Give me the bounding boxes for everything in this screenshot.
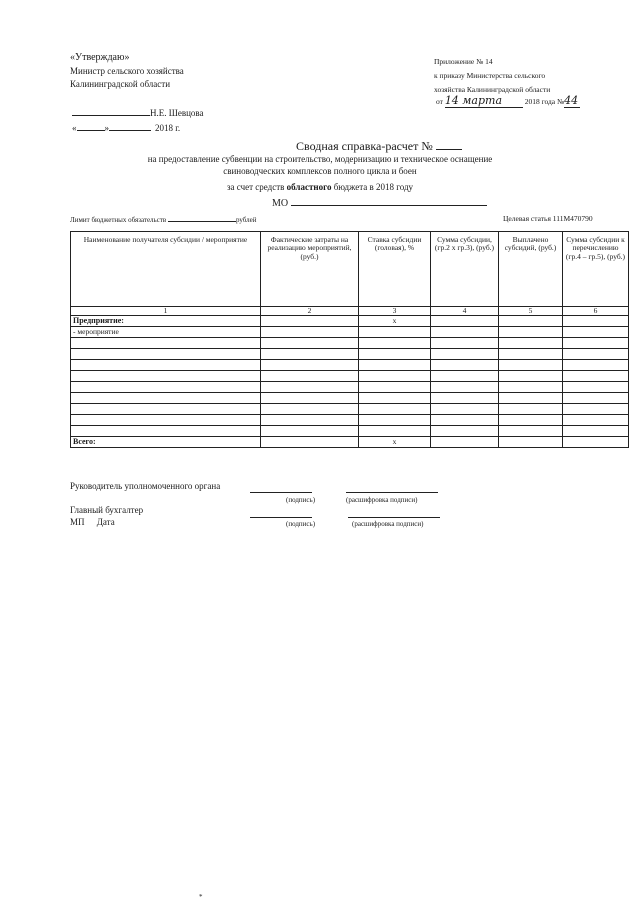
heading-sub2: свиноводческих комплексов полного цикла и боен — [223, 166, 417, 176]
table-row — [71, 349, 629, 360]
head-sign-hint: (подпись) — [286, 496, 316, 504]
col-num: 5 — [499, 307, 563, 316]
table-row — [71, 404, 629, 415]
table-row — [71, 382, 629, 393]
approval-line1: Министр сельского хозяйства — [70, 66, 184, 76]
appendix-date: от 14 марта 2018 года №44 — [436, 94, 579, 107]
accountant-decode-hint: (расшифровка подписи) — [352, 520, 424, 528]
col-num: 2 — [261, 307, 359, 316]
handwritten-date: 14 марта — [445, 94, 523, 108]
head-label: Руководитель уполномоченного органа — [70, 481, 221, 491]
total-label: Всего: — [71, 437, 261, 448]
table-cell — [499, 327, 563, 338]
col-num: 3 — [359, 307, 431, 316]
header-paid: Выплачено субсидий, (руб.) — [499, 232, 563, 307]
enterprise-label: Предприятие: — [71, 316, 261, 327]
signature-blank — [72, 106, 150, 116]
col-num: 1 — [71, 307, 261, 316]
table-row — [71, 393, 629, 404]
column-numbers-row — [71, 307, 629, 316]
table-cell — [431, 316, 499, 327]
measure-label: - мероприятие — [71, 327, 261, 338]
table-cell — [499, 437, 563, 448]
approval-signer — [72, 106, 204, 118]
head-decode-line — [346, 492, 438, 493]
mo-field: МО — [272, 196, 487, 209]
signer-name: Н.Е. Шевцова — [150, 108, 204, 118]
table-cell — [359, 327, 431, 338]
col-num: 6 — [563, 307, 629, 316]
table-cell — [563, 327, 629, 338]
table-cell — [431, 437, 499, 448]
approval-title: «Утверждаю» — [70, 52, 130, 63]
table-row — [71, 371, 629, 382]
approval-line2: Калининградской области — [70, 79, 171, 89]
header-to-transfer: Сумма субсидии к перечислению (гр.4 – гр.5), (руб.) — [563, 232, 629, 307]
col-num: 4 — [431, 307, 499, 316]
target-article: Целевая статья 111М470790 — [503, 214, 593, 223]
heading-sub3: за счет средств областного бюджета в 2018 году — [226, 182, 414, 192]
appendix-line1: Приложение № 14 — [434, 57, 493, 66]
table-cell — [499, 316, 563, 327]
table-cell — [261, 327, 359, 338]
table-row — [71, 338, 629, 349]
table-cell — [261, 437, 359, 448]
table-row-measure — [71, 327, 629, 338]
handwritten-number: 44 — [564, 94, 579, 107]
table-row-total — [71, 437, 629, 448]
table-header-row — [71, 232, 629, 307]
appendix-line2: к приказу Министерства сельского — [434, 71, 546, 80]
table-row-enterprise — [71, 316, 629, 327]
scan-mark: * — [199, 893, 203, 901]
x-mark: х — [359, 437, 431, 448]
header-subsidy-sum: Сумма субсидии, (гр.2 х гр.3), (руб.) — [431, 232, 499, 307]
heading-sub1: на предоставление субвенции на строительство, модернизацию и техническое оснащение — [147, 154, 493, 164]
table-cell — [563, 437, 629, 448]
approval-date: « » 2018 г. — [72, 123, 181, 133]
mp-label: МП — [70, 517, 85, 527]
table-row — [71, 426, 629, 437]
header-actual-costs: Фактические затраты на реализацию мероприятий, (руб.) — [261, 232, 359, 307]
table-cell — [431, 327, 499, 338]
table-cell — [261, 316, 359, 327]
subsidy-table — [70, 231, 629, 448]
accountant-sign-hint: (подпись) — [286, 520, 316, 528]
appendix-line3: хозяйства Калининградской области — [434, 85, 551, 94]
date-label: Дата — [96, 517, 115, 527]
accountant-decode-line — [348, 517, 440, 518]
header-recipient: Наименование получателя субсидии / мероприятие — [71, 232, 261, 307]
x-mark: х — [359, 316, 431, 327]
limit-label: Лимит бюджетных обязательств рублей — [70, 216, 257, 224]
head-sign-line — [250, 492, 312, 493]
header-rate: Ставка субсидии (головая), % — [359, 232, 431, 307]
document-title: Сводная справка-расчет № — [296, 139, 462, 154]
table-row — [71, 415, 629, 426]
approval-year: 2018 г. — [155, 123, 181, 133]
accountant-sign-line — [250, 517, 312, 518]
table-cell — [563, 316, 629, 327]
mp-date — [70, 517, 115, 527]
table-row — [71, 360, 629, 371]
accountant-label: Главный бухгалтер — [70, 505, 144, 515]
head-decode-hint: (расшифровка подписи) — [346, 496, 418, 504]
